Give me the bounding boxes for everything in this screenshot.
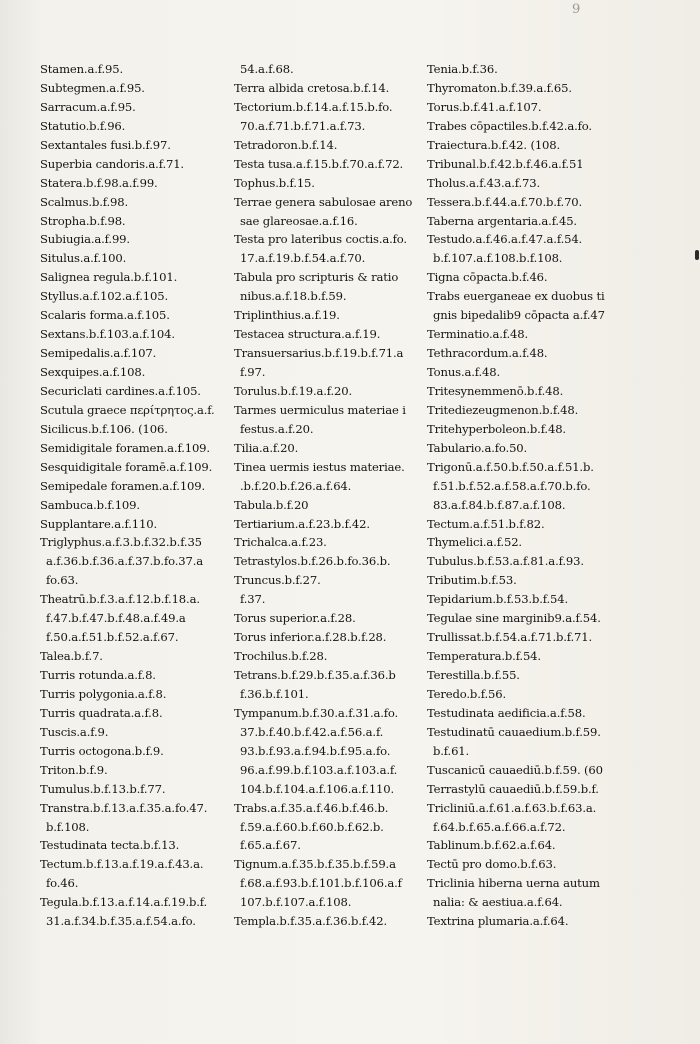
index-entry: Trichalca.a.f.23. [234, 535, 327, 550]
index-entry: Semipedale foramen.a.f.109. [40, 478, 206, 493]
index-entry: Thyromaton.b.f.39.a.f.65. [427, 80, 572, 95]
index-entry: Trullissat.b.f.54.a.f.71.b.f.71. [427, 630, 593, 645]
index-entry: Tonus.a.f.48. [427, 365, 501, 379]
index-entry: 104.b.f.104.a.f.106.a.f.110. [240, 781, 395, 796]
index-entry: 96.a.f.99.b.f.103.a.f.103.a.f. [240, 762, 398, 777]
index-entry: Transtra.b.f.13.a.f.35.a.fo.47. [40, 800, 208, 815]
index-entry: f.36.b.f.101. [240, 686, 309, 701]
index-entry: Tributim.b.f.53. [427, 573, 517, 588]
index-entry: Tholus.a.f.43.a.f.73. [427, 175, 541, 190]
index-entry: Sexquipes.a.f.108. [40, 365, 146, 379]
index-entry: Sextans.b.f.103.a.f.104. [40, 327, 175, 342]
index-entry: Scutula graece περίτρητος.a.f. [40, 402, 215, 417]
index-entry: Theatrū.b.f.3.a.f.12.b.f.18.a. [40, 592, 200, 607]
index-entry: Sicilicus.b.f.106. (106. [40, 421, 168, 436]
index-entry: Tectū pro domo.b.f.63. [427, 857, 557, 872]
index-entry: .b.f.20.b.f.26.a.f.64. [240, 478, 352, 493]
index-entry: Trabs euerganeae ex duobus ti [427, 289, 605, 304]
index-column-middle [234, 60, 412, 931]
index-entry: 54.a.f.68. [240, 62, 294, 76]
index-entry: 83.a.f.84.b.f.87.a.f.108. [433, 497, 566, 512]
index-entry: Sarracum.a.f.95. [40, 99, 136, 114]
index-entry: Trigonū.a.f.50.b.f.50.a.f.51.b. [427, 459, 594, 474]
index-entry: Tritehyperboleon.b.f.48. [427, 421, 566, 436]
index-entry: Turris polygonia.a.f.8. [40, 686, 167, 701]
index-entry: Terminatio.a.f.48. [427, 327, 529, 342]
index-entry: Scalaris forma.a.f.105. [40, 308, 170, 323]
index-entry: Tuscanicū cauaediū.b.f.59. (60 [427, 762, 603, 777]
index-entry: f.37. [240, 592, 266, 607]
index-entry: Testudinata aedificia.a.f.58. [427, 705, 586, 720]
index-entry: fo.63. [46, 573, 79, 588]
index-entry: Trabes cōpactiles.b.f.42.a.fo. [427, 118, 592, 133]
index-entry: f.50.a.f.51.b.f.52.a.f.67. [46, 630, 179, 645]
pencil-mark: 9 [572, 2, 581, 17]
index-entry: Salignea regula.b.f.101. [40, 270, 178, 285]
index-entry: Scalmus.b.f.98. [40, 194, 129, 209]
index-entry: Testacea structura.a.f.19. [234, 327, 381, 342]
index-entry: b.f.107.a.f.108.b.f.108. [433, 251, 563, 266]
index-entry: Triplinthius.a.f.19. [234, 308, 340, 323]
index-entry: Tritediezeugmenon.b.f.48. [427, 402, 579, 417]
index-entry: Tegulae sine marginib9.a.f.54. [427, 611, 601, 626]
index-entry: Tabulario.a.fo.50. [427, 440, 528, 455]
index-entry: Torulus.b.f.19.a.f.20. [234, 383, 353, 398]
index-entry: Templa.b.f.35.a.f.36.b.f.42. [234, 914, 388, 929]
index-entry: Tetradoron.b.f.14. [234, 137, 338, 152]
index-entry: Tuscis.a.f.9. [40, 724, 109, 739]
index-entry: 70.a.f.71.b.f.71.a.f.73. [240, 118, 366, 133]
index-entry: Sextantales fusi.b.f.97. [40, 137, 171, 152]
index-entry: f.97. [240, 365, 266, 379]
index-entry: Turris quadrata.a.f.8. [40, 705, 163, 720]
index-entry: b.f.61. [433, 743, 470, 758]
index-entry: Tabula.b.f.20 [234, 497, 309, 512]
index-entry: f.64.b.f.65.a.f.66.a.f.72. [433, 819, 566, 834]
index-entry: Securiclati cardines.a.f.105. [40, 383, 201, 398]
index-entry: Turris rotunda.a.f.8. [40, 668, 156, 682]
index-entry: Tinea uermis iestus materiae. [234, 459, 405, 474]
index-entry: nibus.a.f.18.b.f.59. [240, 289, 347, 304]
index-entry: Semidigitale foramen.a.f.109. [40, 440, 210, 455]
index-entry: Tabula pro scripturis & ratio [234, 270, 399, 285]
index-entry: Tetrans.b.f.29.b.f.35.a.f.36.b [234, 668, 396, 682]
index-entry: Tumulus.b.f.13.b.f.77. [40, 781, 166, 796]
index-entry: Tigna cōpacta.b.f.46. [427, 270, 548, 285]
index-entry: Triton.b.f.9. [40, 762, 108, 777]
index-entry: Tethracordum.a.f.48. [427, 346, 548, 361]
index-entry: Tectum.a.f.51.b.f.82. [427, 516, 545, 531]
index-entry: Tribunal.b.f.42.b.f.46.a.f.51 [427, 156, 584, 171]
index-entry: 93.b.f.93.a.f.94.b.f.95.a.fo. [240, 743, 391, 758]
index-entry: Tympanum.b.f.30.a.f.31.a.fo. [234, 705, 399, 720]
index-entry: Testudinatū cauaedium.b.f.59. [427, 724, 601, 739]
index-entry: festus.a.f.20. [240, 421, 314, 436]
index-entry: Turris octogona.b.f.9. [40, 743, 164, 758]
index-entry: Styllus.a.f.102.a.f.105. [40, 289, 169, 304]
index-entry: Tophus.b.f.15. [234, 175, 315, 190]
index-entry: f.51.b.f.52.a.f.58.a.f.70.b.fo. [433, 478, 591, 493]
index-entry: Triclinia hiberna uerna autum [427, 876, 600, 891]
index-entry: Testa tusa.a.f.15.b.f.70.a.f.72. [234, 156, 404, 171]
index-entry: Traiectura.b.f.42. (108. [427, 137, 561, 152]
index-entry: Terestilla.b.f.55. [427, 668, 520, 682]
index-entry: a.f.36.b.f.36.a.f.37.b.fo.37.a [46, 554, 204, 569]
index-entry: Terrastylū cauaediū.b.f.59.b.f. [427, 781, 599, 796]
index-entry: Situlus.a.f.100. [40, 251, 127, 266]
index-entry: Sesquidigitale foramē.a.f.109. [40, 459, 213, 474]
index-entry: 17.a.f.19.b.f.54.a.f.70. [240, 251, 366, 266]
index-entry: Testudo.a.f.46.a.f.47.a.f.54. [427, 232, 583, 247]
index-entry: Taberna argentaria.a.f.45. [427, 213, 577, 228]
index-entry: 107.b.f.107.a.f.108. [240, 895, 352, 910]
index-entry: Statera.b.f.98.a.f.99. [40, 175, 158, 190]
index-column-right [427, 60, 605, 931]
index-entry: nalia: & aestiua.a.f.64. [433, 895, 563, 910]
index-entry: Statutio.b.f.96. [40, 118, 126, 133]
index-entry: Tertiarium.a.f.23.b.f.42. [234, 516, 370, 531]
index-entry: Transuersarius.b.f.19.b.f.71.a [234, 346, 404, 361]
index-entry: Terrae genera sabulosae areno [234, 194, 413, 209]
index-entry: f.59.a.f.60.b.f.60.b.f.62.b. [240, 819, 384, 834]
index-entry: Tablinum.b.f.62.a.f.64. [427, 838, 556, 853]
index-entry: Subtegmen.a.f.95. [40, 80, 145, 95]
index-entry: f.47.b.f.47.b.f.48.a.f.49.a [46, 611, 186, 626]
index-entry: Supplantare.a.f.110. [40, 516, 157, 531]
index-entry: Terra albida cretosa.b.f.14. [234, 80, 390, 95]
index-column-left [40, 60, 215, 931]
index-entry: f.68.a.f.93.b.f.101.b.f.106.a.f [240, 876, 402, 891]
index-entry: Tubulus.b.f.53.a.f.81.a.f.93. [427, 554, 584, 569]
index-entry: Testa pro lateribus coctis.a.fo. [234, 232, 407, 247]
index-entry: Tegula.b.f.13.a.f.14.a.f.19.b.f. [40, 895, 208, 910]
index-entry: Temperatura.b.f.54. [427, 649, 541, 664]
index-entry: Superbia candoris.a.f.71. [40, 156, 184, 171]
index-entry: b.f.108. [46, 819, 90, 834]
page-edge-mark [695, 250, 699, 260]
index-entry: Teredo.b.f.56. [427, 686, 506, 701]
index-entry: Tritesynemmenō.b.f.48. [427, 383, 564, 398]
index-entry: Tetrastylos.b.f.26.b.fo.36.b. [234, 554, 391, 569]
index-entry: sae glareosae.a.f.16. [240, 213, 358, 228]
index-entry: Subiugia.a.f.99. [40, 232, 130, 247]
index-entry: Tectum.b.f.13.a.f.19.a.f.43.a. [40, 857, 204, 872]
index-entry: 37.b.f.40.b.f.42.a.f.56.a.f. [240, 724, 384, 739]
index-entry: Truncus.b.f.27. [234, 573, 321, 588]
index-entry: Tenia.b.f.36. [427, 62, 498, 76]
index-entry: Textrina plumaria.a.f.64. [427, 914, 569, 929]
index-entry: Testudinata tecta.b.f.13. [40, 838, 180, 853]
index-entry: Trochilus.b.f.28. [234, 649, 328, 664]
index-entry: Sambuca.b.f.109. [40, 497, 140, 512]
index-entry: Tignum.a.f.35.b.f.35.b.f.59.a [234, 857, 396, 872]
index-entry: Stamen.a.f.95. [40, 62, 124, 76]
index-entry: Tectorium.b.f.14.a.f.15.b.fo. [234, 99, 393, 114]
index-entry: Tricliniū.a.f.61.a.f.63.b.f.63.a. [427, 800, 597, 815]
index-entry: Tilia.a.f.20. [234, 440, 299, 455]
index-entry: 31.a.f.34.b.f.35.a.f.54.a.fo. [46, 914, 196, 929]
index-entry: Tessera.b.f.44.a.f.70.b.f.70. [427, 194, 583, 209]
index-entry: Semipedalis.a.f.107. [40, 346, 157, 361]
index-entry: Tarmes uermiculus materiae i [234, 402, 406, 417]
index-entry: fo.46. [46, 876, 79, 891]
index-entry: Torus.b.f.41.a.f.107. [427, 99, 542, 114]
index-entry: Torus superior.a.f.28. [234, 611, 356, 626]
index-entry: Triglyphus.a.f.3.b.f.32.b.f.35 [40, 535, 202, 550]
index-entry: Trabs.a.f.35.a.f.46.b.f.46.b. [234, 800, 389, 815]
index-entry: Thymelici.a.f.52. [427, 535, 522, 550]
index-entry: Stropha.b.f.98. [40, 213, 126, 228]
index-entry: Tepidarium.b.f.53.b.f.54. [427, 592, 569, 607]
index-entry: f.65.a.f.67. [240, 838, 301, 853]
index-entry: Torus inferior.a.f.28.b.f.28. [234, 630, 387, 645]
index-entry: gnis bipedalib9 cōpacta a.f.47 [433, 308, 605, 323]
index-entry: Talea.b.f.7. [40, 649, 103, 664]
